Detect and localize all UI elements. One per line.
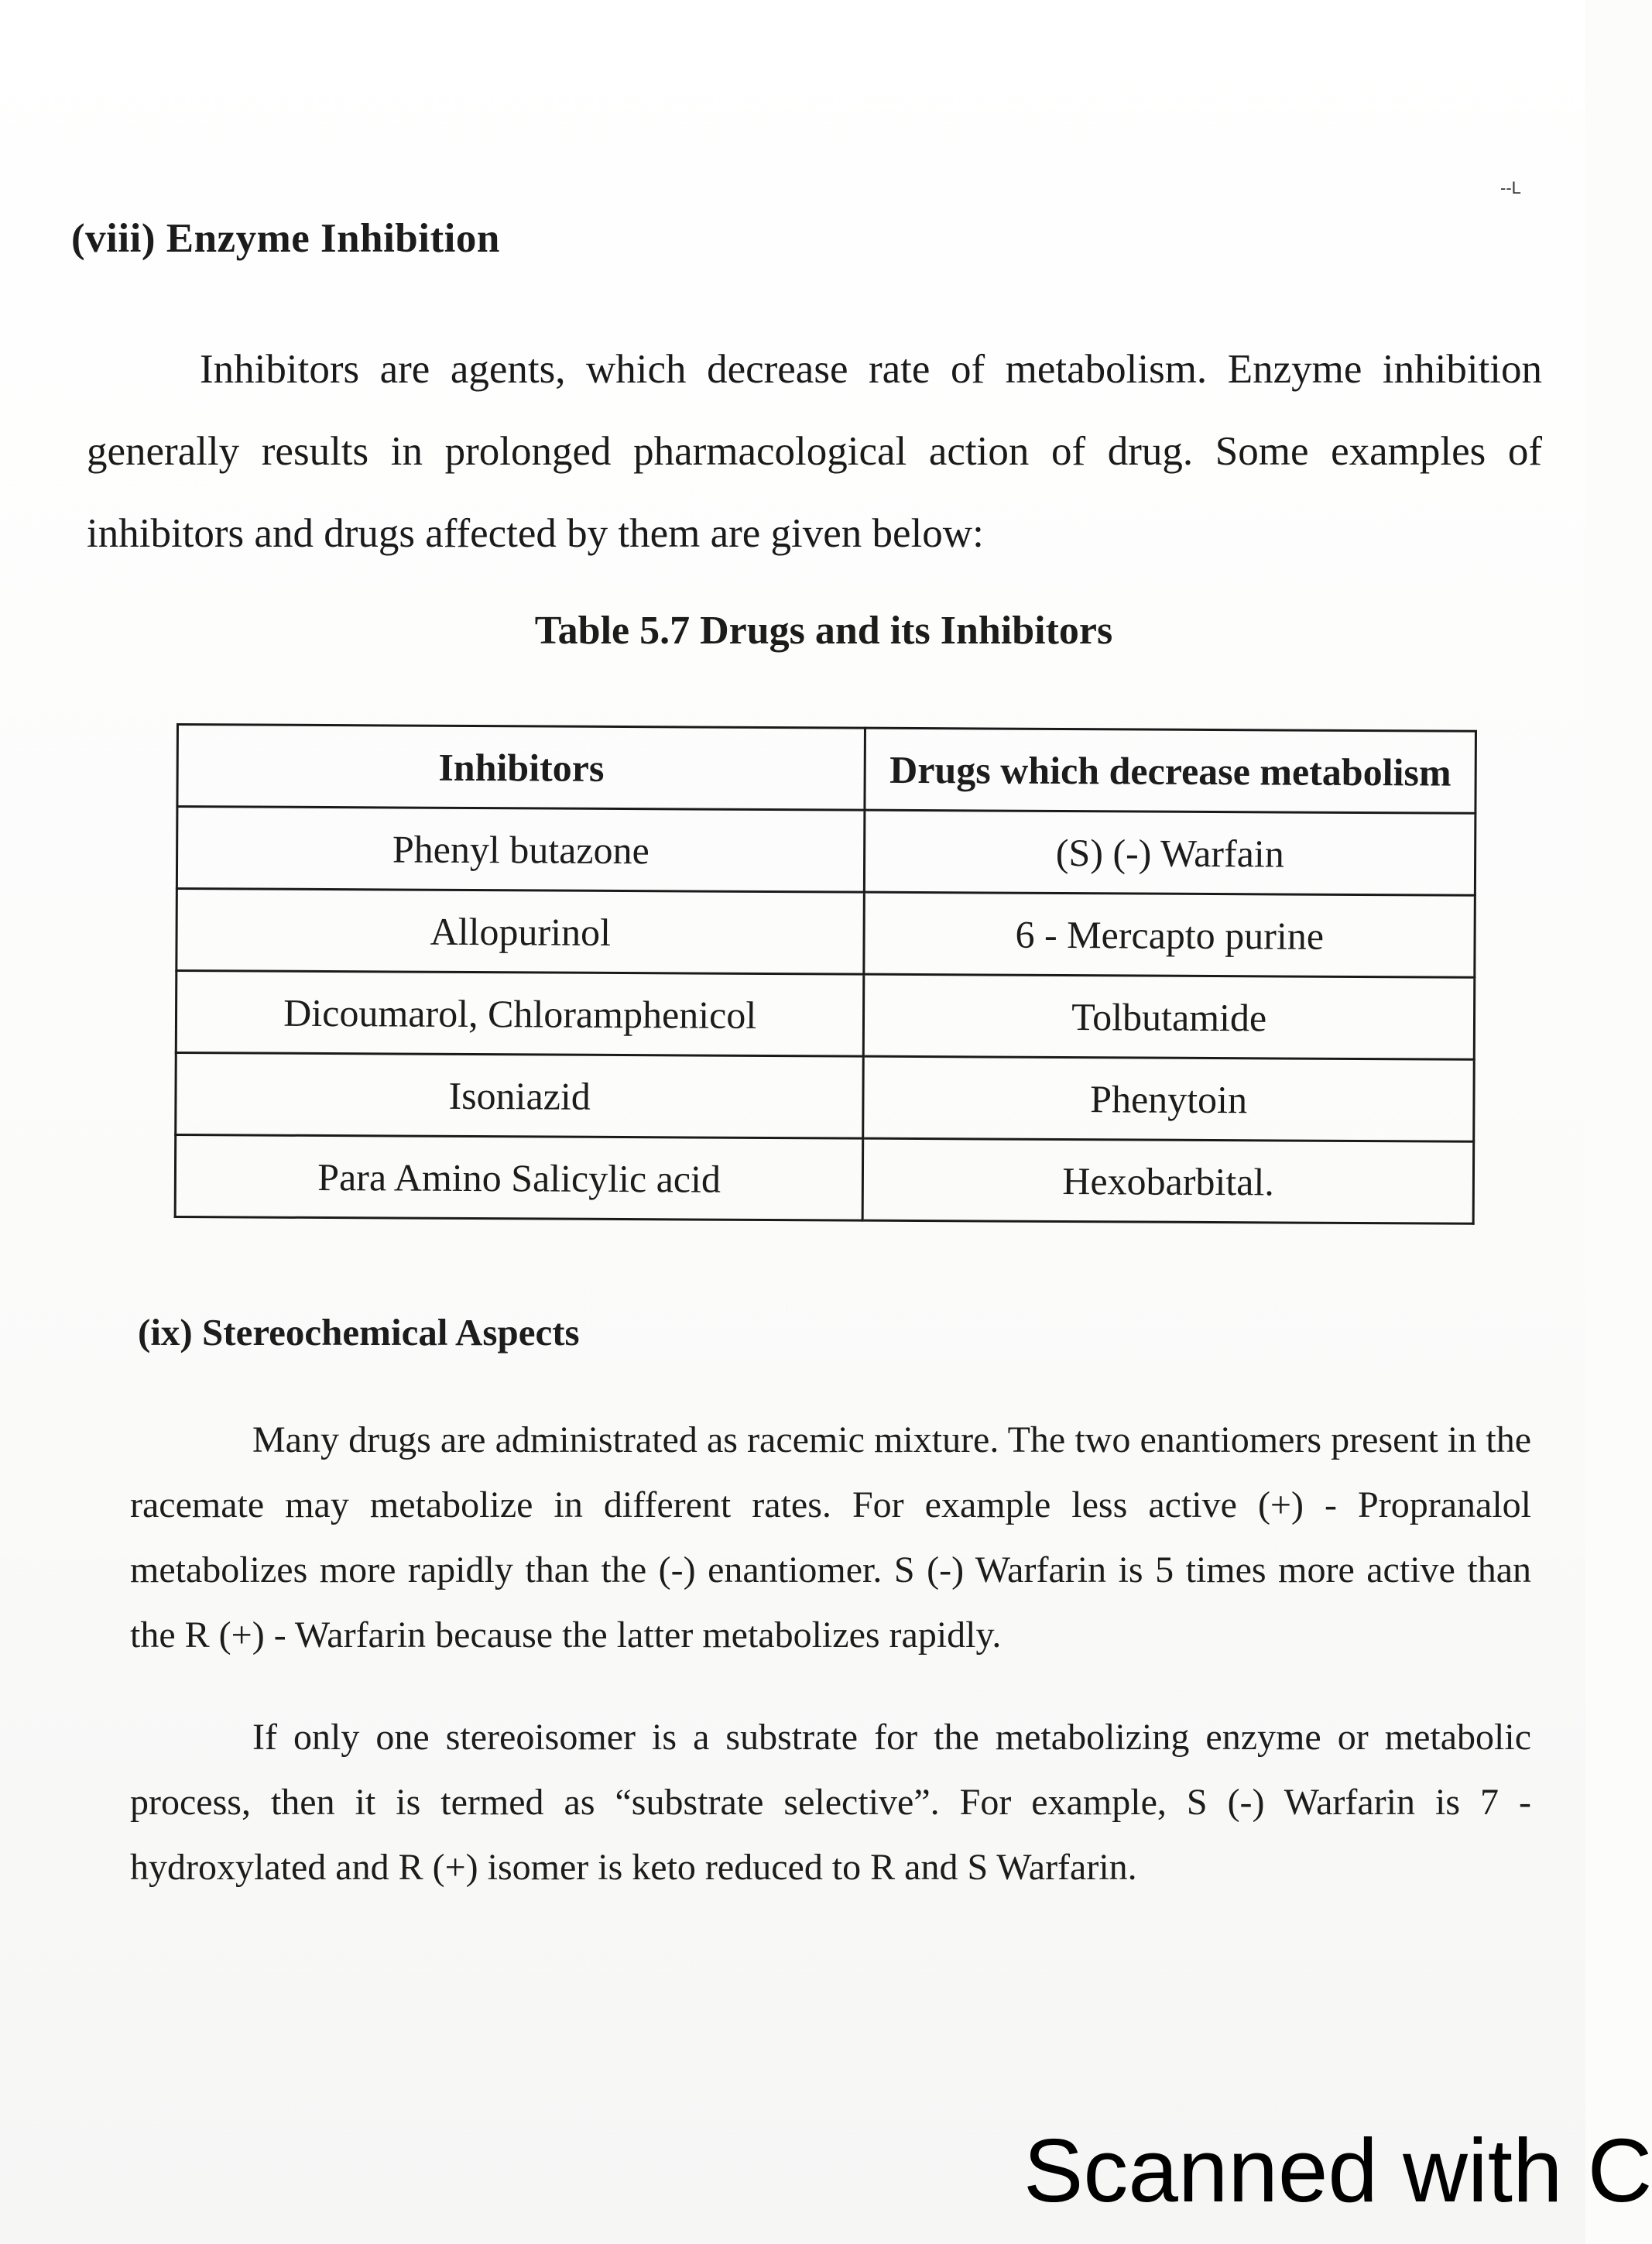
table-row	[177, 807, 1475, 896]
page-corner-mark: --L	[1500, 178, 1521, 197]
column-header-drugs: Drugs which decrease metabolism	[865, 728, 1475, 813]
inhibitor-cell: Isoniazid	[176, 1053, 864, 1139]
inhibitor-cell: Phenyl butazone	[177, 807, 865, 893]
column-header-inhibitors: Inhibitors	[177, 725, 865, 811]
drug-cell: Hexobarbital.	[863, 1138, 1474, 1223]
table-row	[177, 889, 1475, 978]
drug-cell: 6 - Mercapto purine	[864, 892, 1475, 977]
enzyme-inhibition-paragraph: Inhibitors are agents, which decrease rate of metabolism. Enzyme inhibition generally results in prolonged pharmacological action of drug. Some examples of inhibitors and drugs affected by them are given below:	[87, 347, 1542, 556]
section-heading-enzyme-inhibition: (viii) Enzyme Inhibition	[71, 216, 500, 261]
stereochemical-paragraph-1: Many drugs are administrated as racemic mixture. The two enantiomers present in the racemate may metabolize in different rates. For example less active (+) - Propranalol metabolizes more rapidly than the (-) enantiomer. S (-) Warfarin is 5 times more active than the R (+) - Warfarin because the latter metabolizes rapidly.	[130, 1419, 1531, 1656]
scanner-watermark: Scanned with C	[1023, 2120, 1652, 2221]
table-row	[176, 971, 1475, 1060]
table-row	[175, 1135, 1474, 1224]
table-header-row	[177, 725, 1476, 814]
drug-cell: Phenytoin	[863, 1056, 1474, 1141]
drug-cell: (S) (-) Warfain	[865, 810, 1475, 895]
table-row	[176, 1053, 1475, 1142]
inhibitor-cell: Allopurinol	[177, 889, 865, 975]
inhibitor-cell: Dicoumarol, Chloramphenicol	[176, 971, 864, 1057]
section-heading-stereochemical-aspects: (ix) Stereochemical Aspects	[138, 1311, 580, 1354]
inhibitors-table	[174, 723, 1477, 1225]
table-caption: Table 5.7 Drugs and its Inhibitors	[534, 609, 1113, 653]
drug-cell: Tolbutamide	[864, 974, 1475, 1059]
inhibitor-cell: Para Amino Salicylic acid	[175, 1135, 863, 1221]
stereochemical-paragraph-2: If only one stereoisomer is a substrate for the metabolizing enzyme or metabolic process, then it is termed as “substrate selective”. For example, S (-) Warfarin is 7 - hydroxylated and R (+) isomer is keto reduced to R and S Warfarin.	[130, 1717, 1531, 1888]
